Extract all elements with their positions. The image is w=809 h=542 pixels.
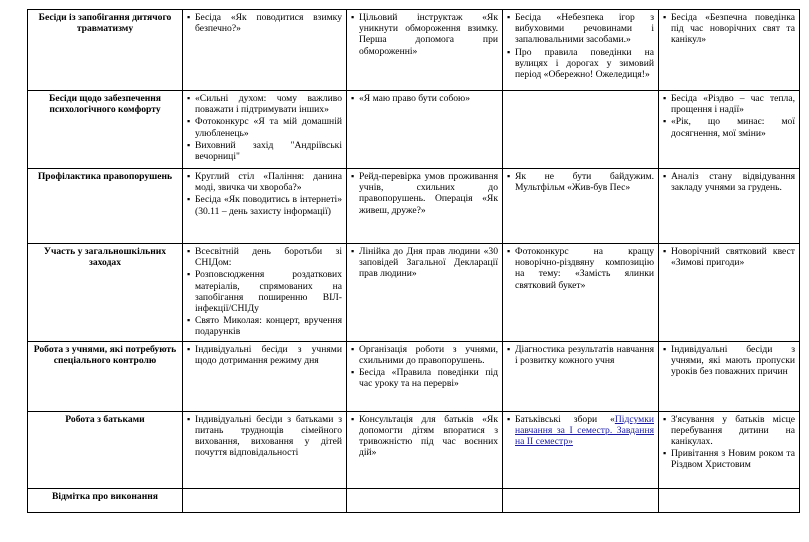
cell	[183, 91, 347, 169]
list-item: ▪ Бесіда «Різдво – час тепла, прощення і надії»	[663, 93, 795, 115]
meeting-prefix: Батьківські збори «	[515, 413, 615, 425]
cell	[183, 169, 347, 244]
cell	[347, 341, 503, 411]
table-row	[28, 244, 800, 342]
meeting-link[interactable]: Підсумки навчання за І семестр. Завдання на ІІ семестр»	[515, 413, 654, 448]
list-item: ▪ Лінійка до Дня прав людини «30 заповідей Загальної Декларації прав людини»	[351, 246, 498, 280]
list-item: ▪ З'ясування у батьків місце перебування дитини на канікулах.	[663, 414, 795, 448]
cell	[659, 169, 800, 244]
list-item: ▪ Рейд-перевірка умов проживання учнів, схильних до правопорушень. Операція «Як живеш, друже?»	[351, 171, 498, 216]
list-item: ▪ Виховний захід "Андріївські вечорниці"	[187, 140, 342, 162]
list-item: ▪ Привітання з Новим роком та Різдвом Христовим	[663, 448, 795, 470]
row-heading: Профілактика правопорушень	[28, 169, 183, 244]
row-heading: Робота з учнями, які потребують спеціального контролю	[28, 341, 183, 411]
list-item: ▪ Фотоконкурс на кращу новорічно-різдвяну композицію на тему: «Замість ялинки святковий букет»	[507, 246, 654, 291]
cell	[347, 169, 503, 244]
cell	[347, 411, 503, 488]
list-item: ▪ «Сильні духом: чому важливо поважати і підтримувати інших»	[187, 93, 342, 115]
list-item: ▪ Фотоконкурс «Я та мій домашній улюбленець»	[187, 116, 342, 138]
list-item: ▪ Бесіда «Як поводитися взимку безпечно?»	[187, 12, 342, 34]
cell	[183, 341, 347, 411]
cell	[659, 244, 800, 342]
cell	[659, 411, 800, 488]
cell	[659, 91, 800, 169]
list-item: ▪ Бесіда «Небезпека ігор з вибуховими речовинами і запалювальними засобами.»	[507, 12, 654, 46]
list-item: ▪ Круглий стіл «Паління: данина моді, звичка чи хвороба?»	[187, 171, 342, 193]
cell	[347, 488, 503, 512]
list-item: ▪ Індивідуальні бесіди з батьками з питань труднощів сімейного виховання, виховання у дітей почуття відповідальності	[187, 414, 342, 459]
list-item: ▪ Про правила поведінки на вулицях і дорогах у зимовий період «Обережно! Ожеледиця!»	[507, 47, 654, 81]
row-heading: Робота з батьками	[28, 411, 183, 488]
cell	[183, 244, 347, 342]
row-heading: Відмітка про виконання	[28, 488, 183, 512]
table-row	[28, 169, 800, 244]
table-row	[28, 91, 800, 169]
list-item: ▪ Новорічний святковий квест «Зимові пригоди»	[663, 246, 795, 268]
table-row	[28, 10, 800, 91]
list-item: ▪ Бесіда «Безпечна поведінка під час новорічних свят та канікул»	[663, 12, 795, 46]
list-item: ▪ «Рік, що минає: мої досягнення, мої зміни»	[663, 116, 795, 138]
list-item: ▪ Розповсюдження роздаткових матеріалів, спрямованих на запобігання поширенню ВІЛ-інфекції/СНІДу	[187, 269, 342, 314]
list-item: ▪ Всесвітній день боротьби зі СНІДом:	[187, 246, 342, 268]
table-row	[28, 411, 800, 488]
row-heading: Участь у загальношкільних заходах	[28, 244, 183, 342]
cell	[183, 488, 347, 512]
cell	[347, 91, 503, 169]
cell	[503, 169, 659, 244]
table-row	[28, 488, 800, 512]
list-item: ▪ Індивідуальні бесіди з учнями, які мають пропуски уроків без поважних причин	[663, 344, 795, 378]
row-heading: Бесіди із запобігання дитячого травматизму	[28, 10, 183, 91]
cell	[659, 10, 800, 91]
cell	[503, 341, 659, 411]
cell	[503, 244, 659, 342]
cell	[347, 244, 503, 342]
list-item	[507, 414, 654, 448]
list-item: ▪ Бесіда «Як поводитись в інтернеті» (30.11 – день захисту інформації)	[187, 194, 342, 216]
cell	[503, 91, 659, 169]
plan-table	[27, 9, 800, 513]
list-item: ▪ «Я маю право бути собою»	[351, 93, 498, 104]
cell	[503, 10, 659, 91]
list-item: ▪ Аналіз стану відвідування закладу учнями за грудень.	[663, 171, 795, 193]
cell	[347, 10, 503, 91]
list-item: ▪ Консультація для батьків «Як допомогти дітям впоратися з тривожністю під час воєнних дій»	[351, 414, 498, 459]
list-item: ▪ Цільовий інструктаж «Як уникнути обмороження взимку. Перша допомога при обмороженні»	[351, 12, 498, 57]
list-item: ▪ Організація роботи з учнями, схильними до правопорушень.	[351, 344, 498, 366]
cell	[183, 411, 347, 488]
row-heading: Бесіди щодо забезпечення психологічного комфорту	[28, 91, 183, 169]
cell	[659, 488, 800, 512]
list-item: ▪ Як не бути байдужим. Мультфільм «Жив-був Пес»	[507, 171, 654, 193]
list-item: ▪ Свято Миколая: концерт, вручення подарунків	[187, 315, 342, 337]
list-item: ▪ Бесіда «Правила поведінки під час уроку та на перерві»	[351, 367, 498, 389]
list-item: ▪ Діагностика результатів навчання і розвитку кожного учня	[507, 344, 654, 366]
table-row	[28, 341, 800, 411]
cell	[659, 341, 800, 411]
cell	[183, 10, 347, 91]
cell	[503, 411, 659, 488]
list-item: ▪ Індивідуальні бесіди з учнями щодо дотримання режиму дня	[187, 344, 342, 366]
cell	[503, 488, 659, 512]
